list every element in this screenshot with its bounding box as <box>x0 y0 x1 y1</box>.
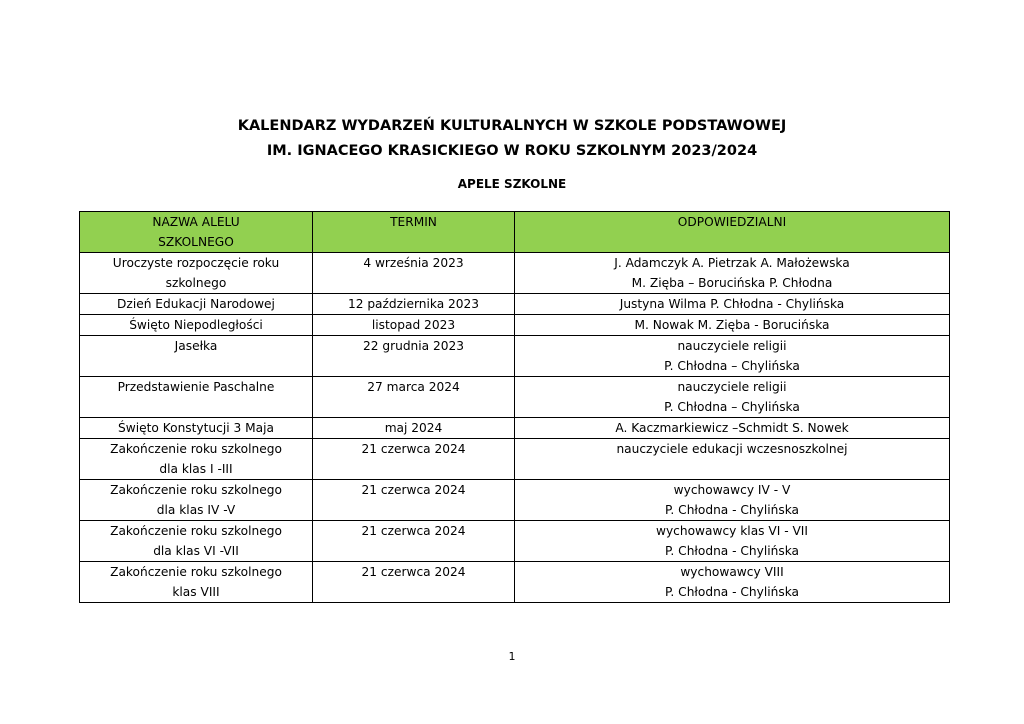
event-responsible-line: P. Chłodna - Chylińska <box>664 503 800 517</box>
table-row <box>80 562 950 603</box>
event-responsible-cell <box>515 294 950 315</box>
event-name-line: dla klas I -III <box>159 462 233 476</box>
event-responsible-line: wychowawcy klas VI - VII <box>656 524 808 538</box>
event-name-line: Święto Niepodległości <box>129 318 263 332</box>
event-term-cell: 4 września 2023 <box>313 253 515 294</box>
event-name-cell <box>80 315 313 336</box>
event-responsible-cell <box>515 480 950 521</box>
event-name-line: Zakończenie roku szkolnego <box>110 442 282 456</box>
event-term-cell: maj 2024 <box>313 418 515 439</box>
event-responsible-line: Justyna Wilma P. Chłodna - Chylińska <box>619 297 845 311</box>
table-row <box>80 294 950 315</box>
event-name-cell <box>80 377 313 418</box>
document-title-line-1: KALENDARZ WYDARZEŃ KULTURALNYCH W SZKOLE PODSTAWOWEJ <box>237 118 787 134</box>
event-name-cell <box>80 418 313 439</box>
event-name-cell <box>80 294 313 315</box>
header-responsible-cell: ODPOWIEDZIALNI <box>515 212 950 253</box>
event-responsible-line: nauczyciele religii <box>677 380 787 394</box>
event-name-line: szkolnego <box>165 276 227 290</box>
event-name-cell <box>80 336 313 377</box>
event-name-line: Zakończenie roku szkolnego <box>110 524 282 538</box>
event-name-line: Przedstawienie Paschalne <box>117 380 275 394</box>
table-row <box>80 336 950 377</box>
event-responsible-line: M. Nowak M. Zięba - Borucińska <box>634 318 830 332</box>
event-responsible-line: nauczyciele religii <box>677 339 787 353</box>
event-name-cell <box>80 253 313 294</box>
events-table <box>79 211 950 603</box>
event-responsible-cell <box>515 521 950 562</box>
table-row <box>80 521 950 562</box>
event-responsible-line: M. Zięba – Borucińska P. Chłodna <box>631 276 833 290</box>
header-term-cell: TERMIN <box>313 212 515 253</box>
event-name-line: Zakończenie roku szkolnego <box>110 565 282 579</box>
event-responsible-line: P. Chłodna - Chylińska <box>664 544 800 558</box>
event-responsible-line: J. Adamczyk A. Pietrzak A. Małożewska <box>614 256 850 270</box>
event-name-line: Uroczyste rozpoczęcie roku <box>112 256 280 270</box>
event-responsible-cell <box>515 336 950 377</box>
table-row <box>80 439 950 480</box>
event-name-line: dla klas VI -VII <box>153 544 239 558</box>
header-name-line: NAZWA ALELU <box>152 215 240 229</box>
header-name-cell <box>80 212 313 253</box>
event-term-cell: 21 czerwca 2024 <box>313 521 515 562</box>
table-row <box>80 377 950 418</box>
table-body <box>80 253 950 603</box>
event-responsible-line: wychowawcy IV - V <box>673 483 791 497</box>
table-row <box>80 253 950 294</box>
event-responsible-line: P. Chłodna - Chylińska <box>664 585 800 599</box>
event-responsible-line: nauczyciele edukacji wczesnoszkolnej <box>616 442 848 456</box>
event-name-cell <box>80 480 313 521</box>
event-responsible-line: P. Chłodna – Chylińska <box>664 359 800 373</box>
page-number: 1 <box>508 650 516 663</box>
event-responsible-line: wychowawcy VIII <box>680 565 784 579</box>
event-name-cell <box>80 439 313 480</box>
event-responsible-cell <box>515 377 950 418</box>
table-header-row <box>80 212 950 253</box>
event-name-line: klas VIII <box>172 585 220 599</box>
event-term-cell: 21 czerwca 2024 <box>313 439 515 480</box>
event-name-line: Dzień Edukacji Narodowej <box>117 297 275 311</box>
event-responsible-line: P. Chłodna – Chylińska <box>664 400 800 414</box>
table-row <box>80 315 950 336</box>
header-name-line: SZKOLNEGO <box>158 235 234 249</box>
event-name-line: dla klas IV -V <box>156 503 236 517</box>
event-name-line: Zakończenie roku szkolnego <box>110 483 282 497</box>
event-responsible-cell <box>515 315 950 336</box>
event-term-cell: 21 czerwca 2024 <box>313 480 515 521</box>
event-responsible-cell <box>515 418 950 439</box>
event-name-line: Święto Konstytucji 3 Maja <box>118 421 274 435</box>
event-term-cell: 12 października 2023 <box>313 294 515 315</box>
event-term-cell: 21 czerwca 2024 <box>313 562 515 603</box>
event-responsible-cell <box>515 439 950 480</box>
event-term-cell: listopad 2023 <box>313 315 515 336</box>
table-row <box>80 480 950 521</box>
event-term-cell: 22 grudnia 2023 <box>313 336 515 377</box>
document-title-line-2: IM. IGNACEGO KRASICKIEGO W ROKU SZKOLNYM 2023/2024 <box>266 143 758 159</box>
section-subtitle: APELE SZKOLNE <box>457 177 567 191</box>
event-name-line: Jasełka <box>174 339 218 353</box>
event-responsible-line: A. Kaczmarkiewicz –Schmidt S. Nowek <box>615 421 849 435</box>
event-term-cell: 27 marca 2024 <box>313 377 515 418</box>
event-name-cell <box>80 562 313 603</box>
event-responsible-cell <box>515 562 950 603</box>
event-responsible-cell <box>515 253 950 294</box>
table-row <box>80 418 950 439</box>
event-name-cell <box>80 521 313 562</box>
